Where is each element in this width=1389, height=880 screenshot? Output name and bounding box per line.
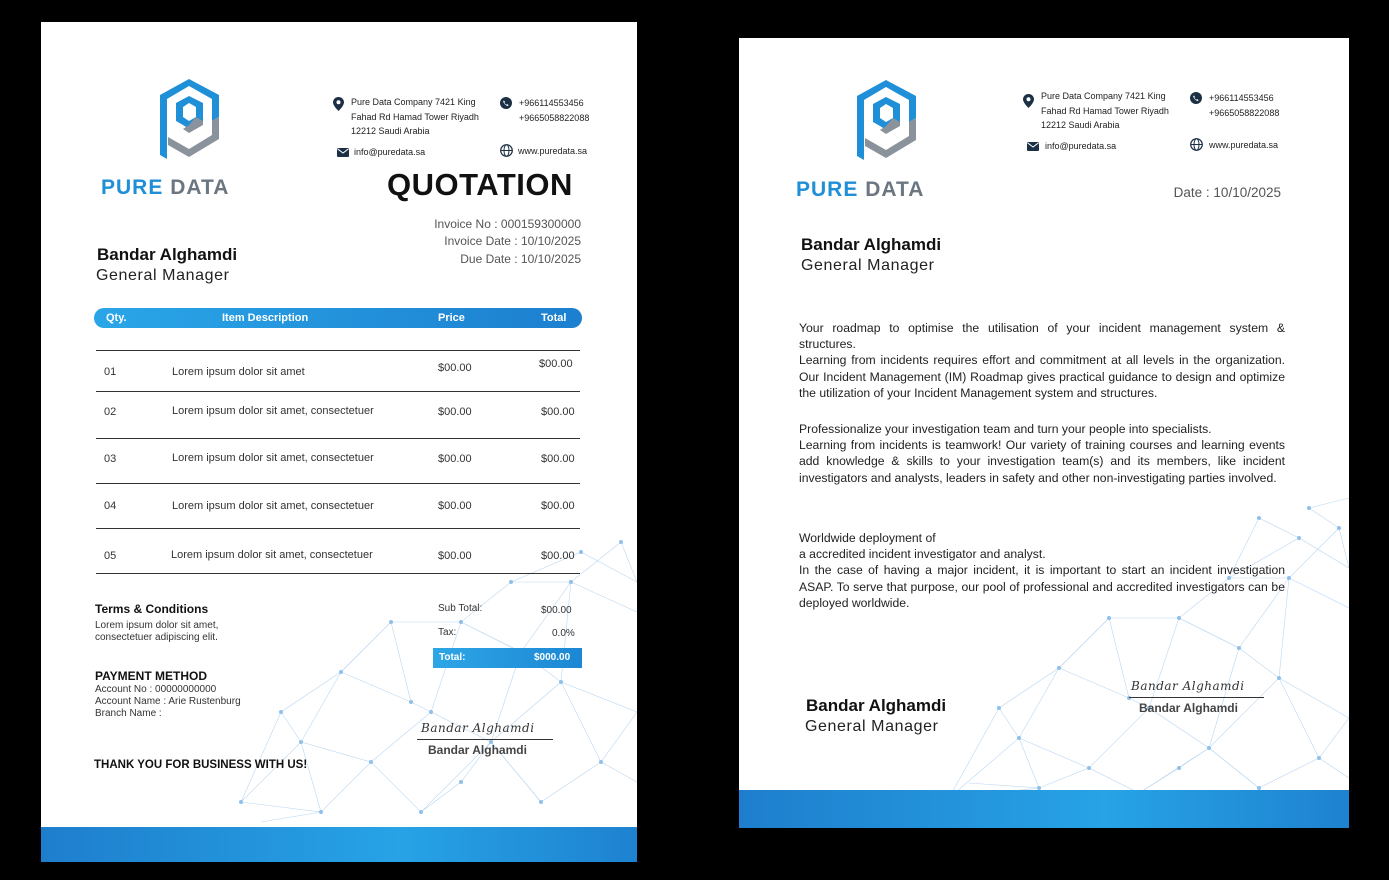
payment-heading: PAYMENT METHOD [95, 669, 208, 683]
row-3-qty: 03 [104, 453, 117, 465]
table-divider [96, 391, 580, 392]
pure-data-logo-icon [154, 77, 226, 167]
invoice-date: Invoice Date : 10/10/2025 [444, 234, 581, 248]
address-line-3: 12212 Saudi Arabia [1041, 120, 1120, 130]
total-label: Total: [439, 652, 466, 663]
subtotal-label: Sub Total: [438, 603, 483, 614]
signer-title: General Manager [805, 718, 939, 735]
globe-icon [500, 144, 513, 157]
address-line-1: Pure Data Company 7421 King [1041, 91, 1166, 101]
email-icon [337, 148, 349, 157]
website-url[interactable]: www.puredata.sa [518, 146, 588, 156]
row-3-total: $00.00 [541, 453, 575, 465]
quotation-page [41, 22, 637, 862]
letter-paragraph-2 [799, 421, 1285, 486]
subtotal-value: $00.00 [541, 605, 572, 616]
account-name: Account Name : Arie Rustenburg [95, 696, 241, 707]
thank-you-note: THANK YOU FOR BUSINESS WITH US! [94, 759, 308, 771]
letterhead-page [739, 38, 1349, 828]
signature-name: Bandar Alghamdi [428, 743, 527, 757]
logo-wordmark [796, 178, 924, 202]
header-price: Price [438, 312, 465, 324]
total-value: $000.00 [534, 652, 571, 663]
website-url[interactable]: www.puredata.sa [1209, 140, 1279, 150]
row-3-description: Lorem ipsum dolor sit amet, consectetuer [172, 452, 374, 464]
row-5-total: $00.00 [541, 550, 575, 562]
table-divider [96, 483, 580, 484]
paragraph-1-line-1: Your roadmap to optimise the utilisation of your incident management system & structures. [799, 321, 1285, 352]
row-5-description: Lorem ipsum dolor sit amet, consectetuer [171, 549, 373, 561]
paragraph-2-line-2: Learning from incidents is teamwork! Our variety of training courses and learning events add knowledge & skills to your investigation team(s) and its members, like incident investigators and analysts, leaders in safety and other non-investigating parties involved. [799, 438, 1285, 485]
pure-data-logo-icon [851, 78, 923, 168]
logo-word-pure: PURE [101, 176, 164, 199]
letter-paragraph-1 [799, 320, 1285, 401]
paragraph-2-line-1: Professionalize your investigation team and turn your people into specialists. [799, 422, 1212, 436]
quotation-title: QUOTATION [387, 167, 573, 202]
footer-bar [41, 827, 637, 862]
company-address [351, 95, 479, 139]
paragraph-3-line-2: a accredited incident investigator and analyst. [799, 547, 1046, 562]
footer-bar [739, 790, 1349, 828]
recipient-title: General Manager [801, 257, 935, 274]
signer-name: Bandar Alghamdi [806, 696, 947, 715]
total-bar [433, 648, 582, 668]
address-line-2: Fahad Rd Hamad Tower Riyadh [1041, 105, 1169, 116]
header-qty: Qty. [106, 312, 127, 324]
location-pin-icon [1023, 94, 1034, 108]
logo-word-data: DATA [865, 178, 925, 201]
signature-name: Bandar Alghamdi [1139, 701, 1238, 715]
table-divider [96, 573, 580, 574]
email-icon [1027, 142, 1039, 151]
company-address [1041, 89, 1169, 133]
row-4-total: $00.00 [541, 500, 575, 512]
client-name: Bandar Alghamdi [97, 245, 238, 264]
branch-name: Branch Name : [95, 708, 162, 719]
phone-number-2: +9665058822088 [519, 112, 590, 123]
letter-paragraph-3 [799, 530, 1285, 611]
phone-icon [500, 97, 512, 109]
terms-line-2: consectetuer adipiscing elit. [95, 632, 218, 643]
address-line-1: Pure Data Company 7421 King [351, 97, 476, 107]
logo-wordmark [101, 176, 229, 200]
logo-word-data: DATA [170, 176, 230, 199]
signature-script: Bandar Alghamdi [1131, 679, 1245, 693]
paragraph-1-line-2: Learning from incidents requires effort and commitment at all levels in the organization. Our Incident Management (IM) Roadmap gives practical guidance to design and optimize the utilization of your Incident Management system and structures. [799, 353, 1285, 400]
email-address[interactable]: info@puredata.sa [354, 147, 426, 157]
phone-icon [1190, 92, 1202, 104]
row-2-total: $00.00 [541, 406, 575, 418]
row-2-price: $00.00 [438, 406, 472, 418]
row-1-description: Lorem ipsum dolor sit amet [172, 366, 305, 378]
phone-number-1: +966114553456 [519, 98, 584, 108]
terms-heading: Terms & Conditions [95, 602, 209, 616]
address-line-2: Fahad Rd Hamad Tower Riyadh [351, 111, 479, 122]
paragraph-3-line-3: In the case of having a major incident, it is important to start an incident investigation ASAP. To serve that purpose, our pool of professional and accredited investigators can be deployed worldwide. [799, 563, 1285, 610]
logo-word-pure: PURE [796, 178, 859, 201]
paragraph-3-line-1: Worldwide deployment of [799, 531, 936, 545]
row-2-qty: 02 [104, 406, 117, 418]
company-phones [519, 96, 589, 125]
company-phones [1209, 91, 1279, 120]
signature-script: Bandar Alghamdi [421, 721, 535, 735]
email-address[interactable]: info@puredata.sa [1045, 141, 1117, 151]
row-4-price: $00.00 [438, 500, 472, 512]
table-divider [96, 438, 580, 439]
invoice-number: Invoice No : 000159300000 [434, 217, 581, 231]
header-description: Item Description [222, 312, 309, 324]
row-1-total: $00.00 [539, 358, 573, 370]
items-table-header [94, 308, 582, 328]
row-1-price: $00.00 [438, 362, 472, 374]
row-4-description: Lorem ipsum dolor sit amet, consectetuer [172, 500, 374, 512]
client-title: General Manager [96, 267, 230, 284]
recipient-name: Bandar Alghamdi [801, 235, 942, 254]
terms-line-1: Lorem ipsum dolor sit amet, [95, 620, 219, 631]
row-4-qty: 04 [104, 500, 117, 512]
signature-line [1129, 697, 1264, 698]
letter-date: Date : 10/10/2025 [1173, 185, 1281, 200]
header-total: Total [541, 312, 567, 324]
phone-number-1: +966114553456 [1209, 93, 1274, 103]
table-divider [96, 350, 580, 351]
address-line-3: 12212 Saudi Arabia [351, 126, 430, 136]
row-1-qty: 01 [104, 366, 117, 378]
table-divider [96, 528, 580, 529]
location-pin-icon [333, 97, 344, 111]
row-2-description: Lorem ipsum dolor sit amet, consectetuer [172, 405, 374, 417]
tax-value: 0.0% [552, 628, 575, 639]
phone-number-2: +9665058822088 [1209, 107, 1280, 118]
account-number: Account No : 00000000000 [95, 684, 217, 695]
due-date: Due Date : 10/10/2025 [460, 252, 581, 266]
tax-label: Tax: [438, 627, 457, 638]
signature-line [417, 739, 553, 740]
row-5-price: $00.00 [438, 550, 472, 562]
row-5-qty: 05 [104, 550, 117, 562]
globe-icon [1190, 138, 1203, 151]
row-3-price: $00.00 [438, 453, 472, 465]
